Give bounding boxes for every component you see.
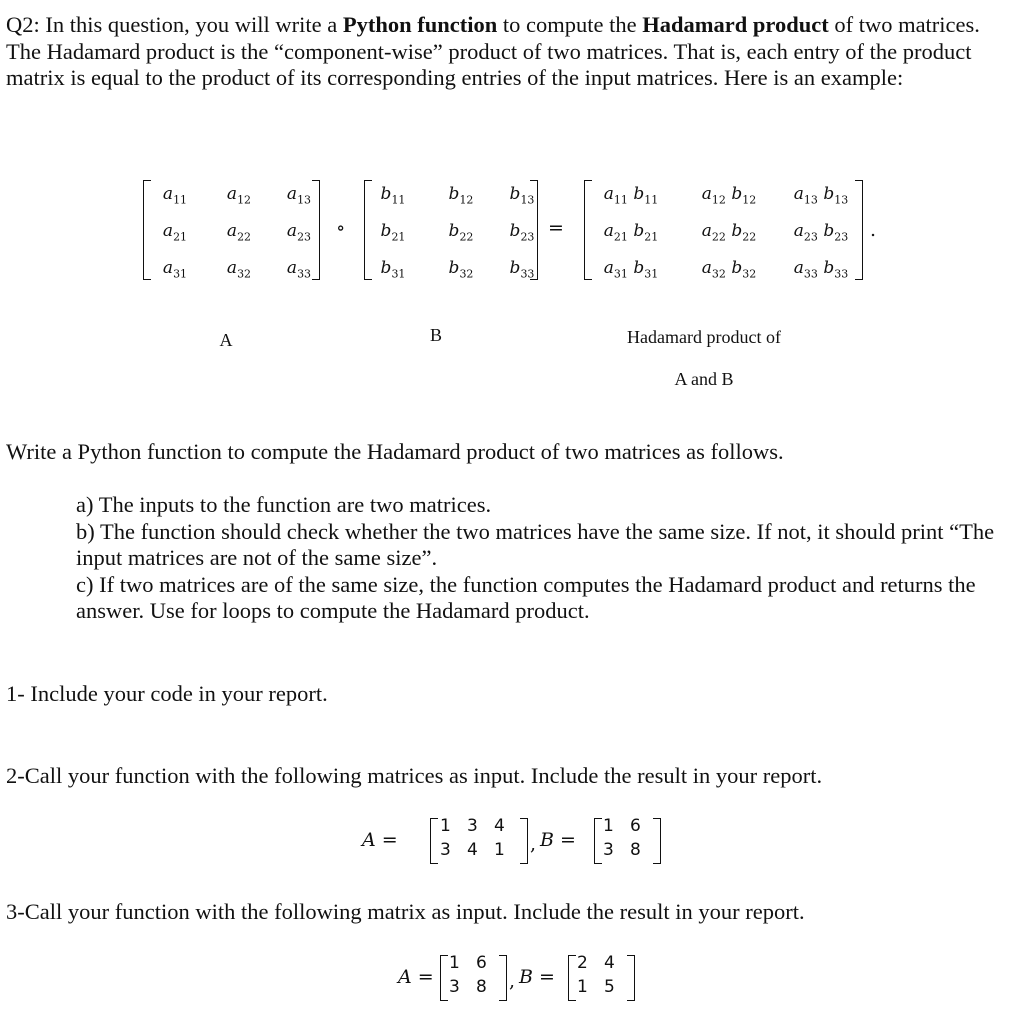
task2-b-row1: 1 6 [603,816,641,836]
task3-a-left-bracket [440,955,448,1001]
task3-b-row1: 2 4 [577,953,615,973]
caption-hadamard-line2: A and B [674,369,734,389]
matrix-b-entry: $b_{21}$ [380,221,406,244]
task3-b-left-bracket [568,955,576,1001]
matrix-h-entry: $a_{21}$ $b_{21}$ [603,221,659,244]
hadamard-operator: ∘ [336,217,346,239]
matrix-h-entry: $a_{13}$ $b_{13}$ [793,184,849,207]
matrix-b-entry: $b_{22}$ [448,221,474,244]
requirements-list [76,492,1011,625]
task2-b-left-bracket [594,818,602,864]
matrix-a-entry: $a_{12}$ [226,184,252,207]
equals-sign: = [548,217,564,239]
example-equation [0,0,1017,420]
instructions-text: Write a Python function to compute the Hadamard product of two matrices as follows. [6,439,784,464]
task2-a-right-bracket [520,818,528,864]
task3-a-row1: 1 6 [449,953,487,973]
matrix-h-entry: $a_{22}$ $b_{22}$ [701,221,757,244]
task-2-text: 2-Call your function with the following matrices as input. Include the result in your report. [6,763,823,788]
task2-a-left-bracket [430,818,438,864]
task-3-text: 3-Call your function with the following matrix as input. Include the result in your report. [6,899,805,924]
matrix-a-entry: $a_{11}$ [162,184,188,207]
task2-b-label: B = [540,829,576,851]
matrix-h-entry: $a_{31}$ $b_{31}$ [603,258,659,281]
list-item-b: b) The function should check whether the two matrices have the same size. If not, it should print “The input matrices are not of the same size”. [76,518,995,570]
matrix-b-entry: $b_{13}$ [509,184,535,207]
matrix-a-entry: $a_{13}$ [286,184,312,207]
matrix-b-entry: $b_{31}$ [380,258,406,281]
matrix-h-entry: $a_{33}$ $b_{33}$ [793,258,849,281]
task2-a-row1: 1 3 4 [440,816,505,836]
trailing-period: . [870,219,877,241]
task3-b-label: B = [519,966,555,988]
intro-rest-text: of two matrices. The Hadamard product is the “component-wise” product of two matrices. That is, each entry of the product matrix is equal to the product of its corresponding entries of the input matrices. Here is an example: [6,12,980,90]
task2-a-label: A = [362,829,398,851]
list-item-c: c) If two matrices are of the same size, the function computes the Hadamard product and returns the answer. Use for loops to compute the Hadamard product. [76,571,976,623]
matrix-b-entry: $b_{32}$ [448,258,474,281]
intro-bold-hadamard-product: Hadamard product [642,12,829,37]
task2-comma: , [530,833,537,855]
task3-b-row2: 1 5 [577,977,615,997]
task2-b-right-bracket [653,818,661,864]
intro-lead-text: Q2: In this question, you will write a [6,12,343,37]
intro-mid-text: to compute the [497,12,643,37]
matrix-h-entry: $a_{12}$ $b_{12}$ [701,184,757,207]
matrix-a-entry: $a_{21}$ [162,221,188,244]
caption-b: B [429,325,442,345]
matrix-h-entry: $a_{23}$ $b_{23}$ [793,221,849,244]
matrix-a-entry: $a_{33}$ [286,258,312,281]
matrix-b-entry: $b_{12}$ [448,184,474,207]
task2-b-row2: 3 8 [603,840,641,860]
list-item-a: a) The inputs to the function are two matrices. [76,492,492,517]
matrix-b-entry: $b_{33}$ [509,258,535,281]
matrix-h-entry: $a_{11}$ $b_{11}$ [603,184,659,207]
task3-b-right-bracket [627,955,635,1001]
matrix-a-entry: $a_{23}$ [286,221,312,244]
task3-a-right-bracket [499,955,507,1001]
matrix-a-entry: $a_{32}$ [226,258,252,281]
matrix-a-entry: $a_{31}$ [162,258,188,281]
matrix-b-entry: $b_{23}$ [509,221,535,244]
task2-a-row2: 3 4 1 [440,840,505,860]
task-1-text: 1- Include your code in your report. [6,681,328,706]
task3-comma: , [509,970,516,992]
intro-bold-python-function: Python function [342,12,498,37]
matrix-b-entry: $b_{11}$ [380,184,406,207]
caption-a: A [219,330,233,350]
caption-hadamard-line1: Hadamard product of [627,327,781,347]
matrix-a-entry: $a_{22}$ [226,221,252,244]
task3-a-row2: 3 8 [449,977,487,997]
task3-a-label: A = [398,966,434,988]
matrix-h-entry: $a_{32}$ $b_{32}$ [701,258,757,281]
